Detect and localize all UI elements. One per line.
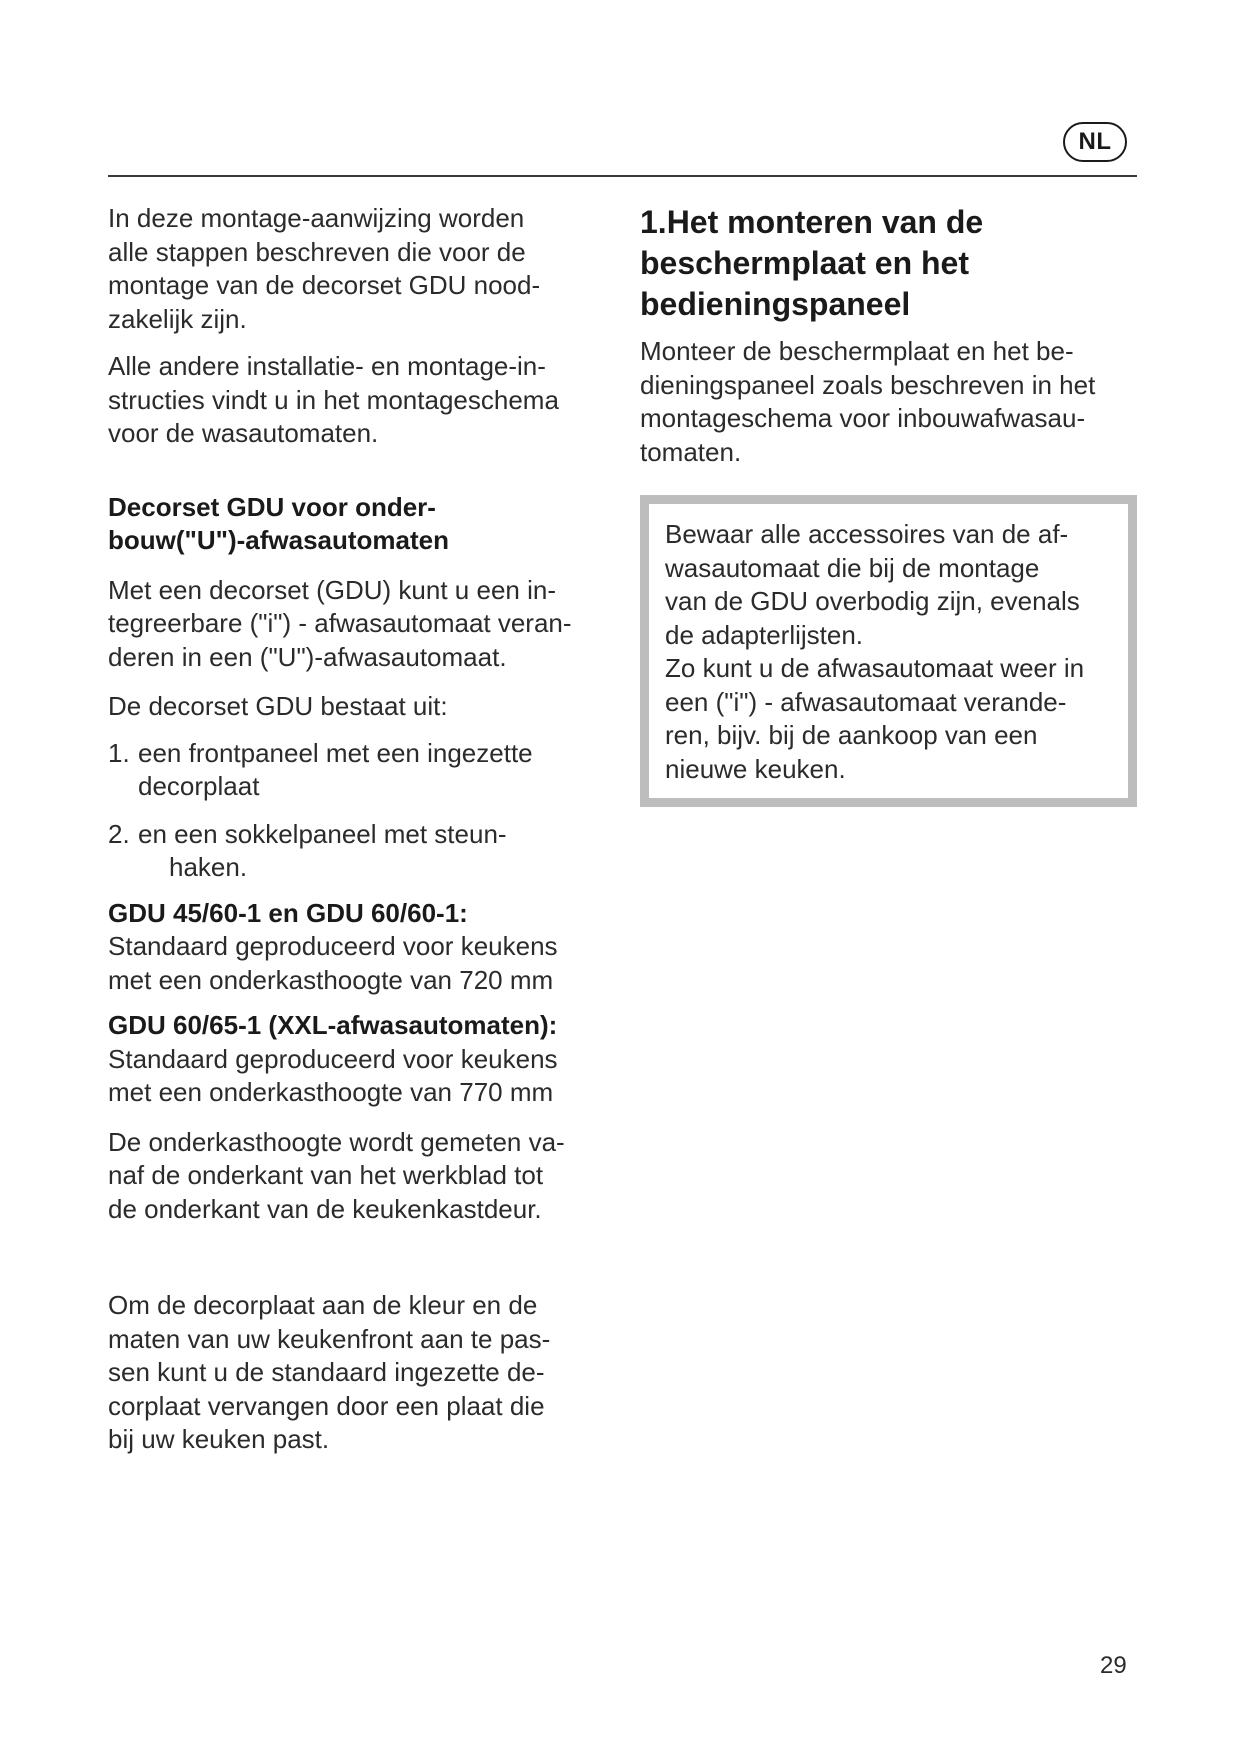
other-instructions-paragraph	[108, 350, 608, 451]
left-column	[108, 202, 608, 1457]
text-line: de adapterlijsten.	[665, 619, 864, 650]
list-text	[138, 818, 507, 885]
text-line: structies vindt u in het montageschema	[108, 384, 559, 415]
text-line: ren, bijv. bij de aankoop van een	[665, 720, 1038, 750]
text-line: met een onderkasthoogte van 770 mm	[108, 1077, 554, 1107]
height-paragraph	[108, 1126, 608, 1227]
text-line: bedieningspaneel	[640, 286, 911, 322]
text-line: 1.Het monteren van de	[640, 204, 984, 240]
text-line: met een onderkasthoogte van 720 mm	[108, 964, 554, 995]
text-line: bij uw keuken past.	[108, 1424, 330, 1454]
gdu-b-title: GDU 60/65-1 (XXL-afwasautomaten):	[108, 1010, 558, 1040]
decorset-subheading	[108, 491, 608, 558]
text-line: Bewaar alle accessoires van de af-	[665, 519, 1069, 549]
text-line: montage van de decorset GDU nood-	[108, 270, 541, 300]
page-number: 29	[1100, 1652, 1127, 1679]
text-line: tomaten.	[640, 436, 742, 467]
text-line: Standaard geproduceerd voor keukens	[108, 1043, 558, 1074]
list-number: 1.	[108, 737, 130, 768]
text-line: alle stappen beschreven die voor de	[108, 236, 526, 267]
list-number: 2.	[108, 818, 130, 849]
text-line: wasautomaat die bij de montage	[665, 552, 1040, 583]
text-line: een frontpaneel met een ingezette	[138, 737, 533, 768]
gdu-a-paragraph	[108, 897, 608, 998]
text-line: zakelijk zijn.	[108, 303, 247, 334]
text-line: deren in een ("U")-afwasautomaat.	[108, 641, 507, 672]
list-item	[108, 818, 608, 885]
replace-paragraph	[108, 1289, 608, 1457]
section-heading	[640, 202, 1137, 325]
text-line: voor de wasautomaten.	[108, 418, 379, 448]
text-line: Zo kunt u de afwasautomaat weer in	[665, 653, 1085, 683]
text-line: Decorset GDU voor onder-	[108, 491, 436, 522]
text-line: De onderkasthoogte wordt gemeten va-	[108, 1126, 565, 1157]
text-line: van de GDU overbodig zijn, evenals	[665, 586, 1080, 616]
text-line: en een sokkelpaneel met steun-	[138, 818, 507, 849]
text-line: maten van uw keukenfront aan te pas-	[108, 1323, 551, 1354]
text-line: de onderkant van de keukenkastdeur.	[108, 1193, 542, 1224]
consists-of-text: De decorset GDU bestaat uit:	[108, 691, 448, 721]
language-badge: NL	[1063, 122, 1127, 162]
mount-paragraph	[640, 335, 1137, 469]
text-line: In deze montage-aanwijzing worden	[108, 203, 525, 233]
text-line: bouw("U")-afwasautomaten	[108, 525, 449, 555]
text-line: Alle andere installatie- en montage-in-	[108, 351, 546, 381]
header-rule	[108, 175, 1137, 177]
list-item	[108, 737, 608, 804]
text-line: Standaard geproduceerd voor keukens	[108, 931, 558, 961]
gdu-b-paragraph	[108, 1009, 608, 1110]
text-line: Om de decorplaat aan de kleur en de	[108, 1290, 538, 1320]
text-line: tegreerbare ("i") - afwasautomaat veran-	[108, 608, 572, 638]
text-line: sen kunt u de standaard ingezette de-	[108, 1357, 545, 1387]
text-line: decorplaat	[138, 771, 260, 801]
text-line: Met een decorset (GDU) kunt u een in-	[108, 574, 556, 605]
intro-paragraph	[108, 202, 608, 336]
text-line: dieningspaneel zoals beschreven in het	[640, 369, 1096, 400]
text-line: corplaat vervangen door een plaat die	[108, 1390, 545, 1421]
gdu-a-title: GDU 45/60-1 en GDU 60/60-1:	[108, 897, 468, 928]
text-line: Monteer de beschermplaat en het be-	[640, 336, 1074, 366]
parts-list	[108, 737, 608, 885]
right-column	[640, 202, 1137, 807]
text-line: een ("i") - afwasautomaat verande-	[665, 686, 1067, 717]
text-line: haken.	[169, 852, 248, 882]
text-line: nieuwe keuken.	[665, 753, 846, 784]
text-line: naf de onderkant van het werkblad tot	[108, 1160, 544, 1190]
list-text	[138, 737, 533, 804]
note-box	[640, 495, 1137, 807]
text-line: beschermplaat en het	[640, 245, 969, 281]
text-line: montageschema voor inbouwafwasau-	[640, 403, 1086, 433]
decorset-paragraph	[108, 574, 608, 675]
note-paragraph	[665, 518, 1114, 786]
